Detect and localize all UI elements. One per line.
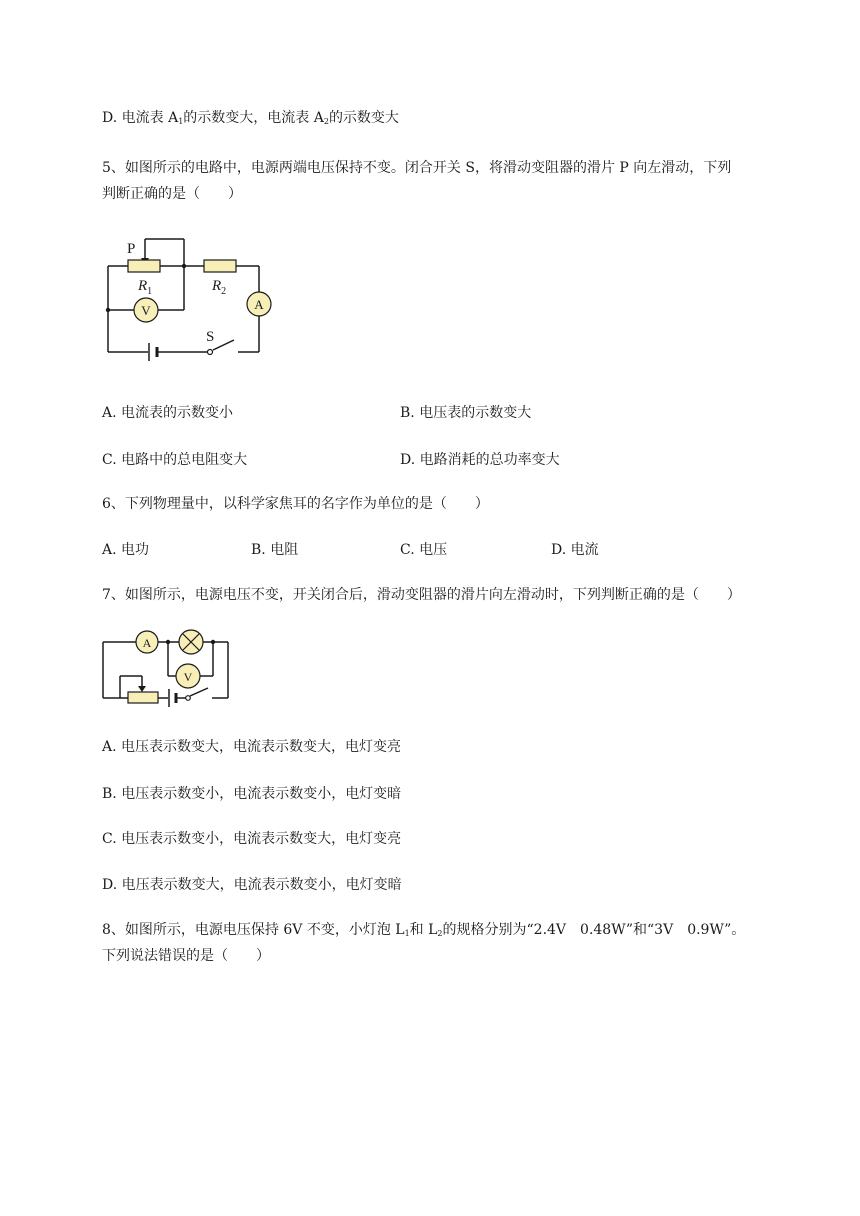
q5-label-s: S	[206, 329, 215, 345]
q7-option-d: D. 电压表示数变大，电流表示数变小，电灯变暗	[102, 877, 402, 893]
q7-lamp-icon	[179, 630, 203, 654]
q6-option-b: B. 电阻	[251, 542, 299, 558]
q7-option-a: A. 电压表示数变大，电流表示数变大，电灯变亮	[102, 739, 402, 755]
q7-circuit-diagram	[100, 628, 235, 708]
q5-label-a: A	[254, 297, 264, 312]
q8-stem-line1: 8、如图所示，电源电压保持 6V 不变，小灯泡 $L_1$和 $L_2$的规格分别为“2.4V 0.48W”和“3V 0.9W”。	[102, 922, 746, 938]
q5-option-a: A. 电流表的示数变小	[102, 405, 234, 421]
q5-resistor-r2	[204, 260, 236, 272]
q7-label-v: V	[183, 670, 193, 684]
q6-option-c: C. 电压	[400, 542, 448, 558]
q5-label-p: P	[127, 241, 136, 257]
q5-resistor-r1	[128, 260, 160, 272]
q7-battery-icon	[169, 689, 176, 707]
q7-label-a: A	[142, 636, 152, 650]
q4-option-d: D. 电流表 $A_1$的示数变大，电流表 $A_2$的示数变大	[102, 110, 399, 126]
q7-option-b: B. 电压表示数变小，电流表示数变小，电灯变暗	[102, 786, 402, 802]
q5-label-r2: $R_2$	[212, 278, 227, 297]
q5-option-b: B. 电压表的示数变大	[400, 405, 532, 421]
q5-switch-icon	[208, 350, 213, 355]
q8-stem-line2: 下列说法错误的是（ ）	[102, 948, 270, 964]
q5-option-c: C. 电路中的总电阻变大	[102, 452, 248, 468]
q6-option-a: A. 电功	[102, 542, 150, 558]
q5-battery-icon	[149, 343, 157, 361]
q7-option-c: C. 电压表示数变小，电流表示数变大，电灯变亮	[102, 831, 402, 847]
q7-rheostat	[128, 692, 158, 703]
q5-stem-line2: 判断正确的是（ ）	[102, 186, 242, 202]
q7-switch-icon	[186, 696, 191, 701]
q5-circuit-diagram	[100, 232, 280, 362]
q7-stem: 7、如图所示，电源电压不变，开关闭合后，滑动变阻器的滑片向左滑动时，下列判断正确的是（ ）	[102, 587, 741, 603]
q6-stem: 6、下列物理量中，以科学家焦耳的名字作为单位的是（ ）	[102, 496, 489, 512]
q5-stem-line1: 5、如图所示的电路中，电源两端电压保持不变。闭合开关 S，将滑动变阻器的滑片 P 向左滑动，下列	[102, 160, 732, 176]
q5-label-v: V	[141, 303, 151, 318]
q5-label-r1: $R_1$	[138, 278, 153, 297]
q5-option-d: D. 电路消耗的总功率变大	[400, 452, 560, 468]
q6-option-d: D. 电流	[551, 542, 599, 558]
q7-slider-arrow-icon	[138, 686, 146, 692]
